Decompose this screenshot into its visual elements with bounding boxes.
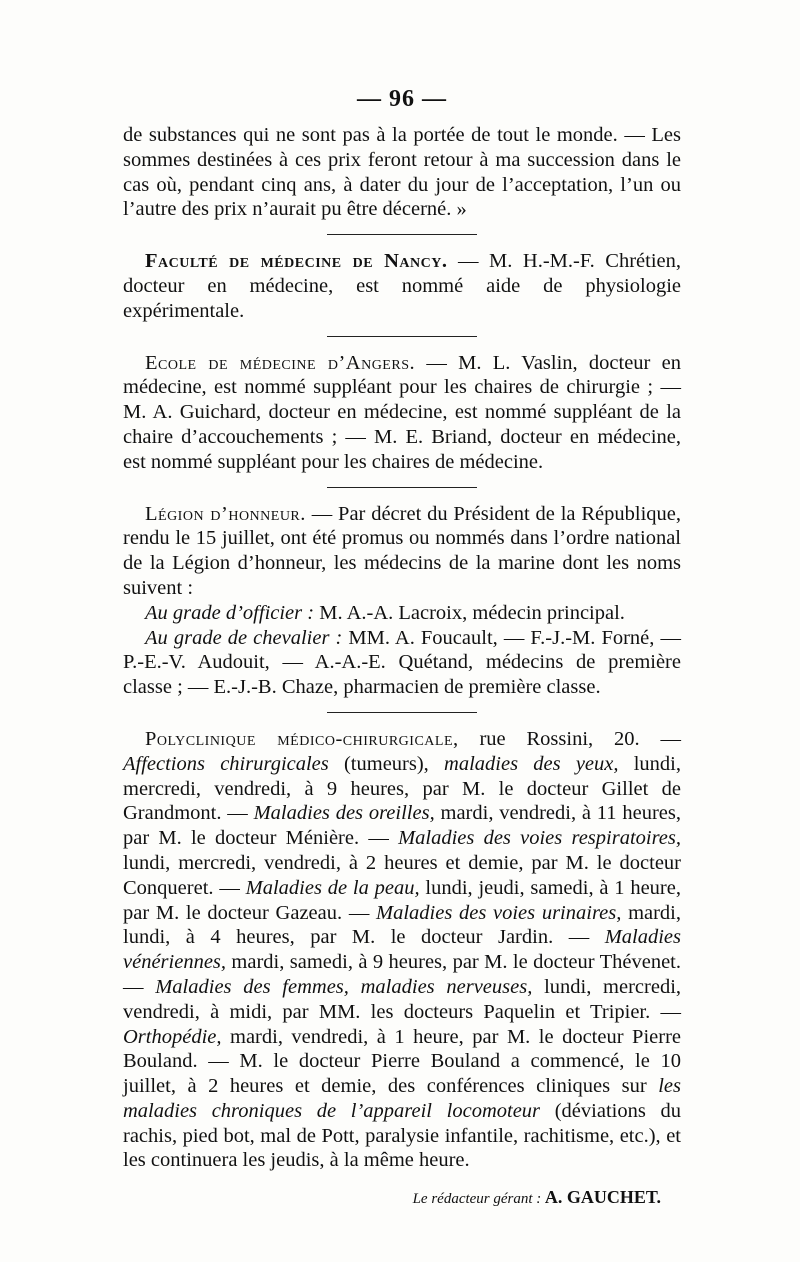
poly-text: rue Rossini, 20. — [458, 727, 681, 750]
poly-specialty: Orthopédie, [123, 1025, 222, 1048]
intro-paragraph: de substances qui ne sont pas à la portée de tout le monde. — Les sommes destinées à ces prix feront retour à ma succession dans le cas où, pendant cinq ans, à dater du jour de l’acceptation, l’un ou l’autre des prix n’aurait pu être décerné. » [123, 124, 681, 221]
section-divider [327, 487, 477, 488]
signature-name: A. GAUCHET. [541, 1187, 661, 1208]
knight-paragraph [123, 626, 681, 700]
poly-text: mardi, lundi, à 4 heures, par M. le docteur Jardin. — [123, 901, 682, 949]
poly-text: lundi, mercredi, vendredi, à 9 heures, par M. le docteur Gillet de Grandmont. — [123, 752, 681, 825]
poly-specialty: Maladies des femmes, maladies nerveuses, [155, 975, 533, 998]
signature [123, 1187, 681, 1208]
poly-specialty: Maladies des oreilles, [253, 802, 435, 825]
poly-text: (déviations du rachis, pied bot, mal de Pott, paralysie infantile, rachitisme, etc.), et les continuera les jeudis, à la même heure. [123, 1099, 682, 1172]
poly-text: mardi, vendredi, à 11 heures, par M. le docteur Ménière. — [123, 802, 681, 850]
poly-specialty: Maladies de la peau, [245, 876, 420, 899]
poly-text: (tumeurs), [328, 752, 445, 775]
poly-text: lundi, mercredi, vendredi, à midi, par MM. les docteurs Paquelin et Tripier. — [123, 975, 682, 1023]
page-number: — 96 — [357, 86, 447, 112]
nancy-heading: Faculté de médecine de Nancy. [145, 250, 448, 273]
legion-paragraph [123, 502, 681, 601]
section-divider [327, 336, 477, 337]
poly-specialty: Maladies des voies urinaires, [376, 901, 622, 924]
poly-text: mardi, vendredi, à 1 heure, par M. le docteur Pierre Bouland. — M. le docteur Pierre Bouland a commencé, le 10 juillet, à 2 heures et demie, des conférences cliniques sur [123, 1025, 681, 1098]
text-column [123, 86, 681, 1208]
knight-label: Au grade de chevalier : [145, 626, 343, 649]
angers-heading: Ecole de médecine d’Angers. [145, 351, 416, 374]
nancy-paragraph [123, 249, 681, 323]
angers-text: — M. L. Vaslin, docteur en médecine, est nommé suppléant pour les chaires de chirurgie ; — M. A. Guichard, docteur en médecine, est nommé suppléant de la chaire d’accouchements ; — M. E. Briand, docteur en médecine, est nommé suppléant pour les chaires de médecine. [123, 351, 681, 473]
officer-text: M. A.-A. Lacroix, médecin principal. [314, 601, 625, 624]
signature-label: Le rédacteur gérant : [412, 1191, 542, 1208]
legion-text: — Par décret du Président de la République, rendu le 15 juillet, ont été promus ou nommés dans l’ordre national de la Légion d’honneur, les médecins de la marine dont les noms suivent : [123, 502, 681, 599]
officer-label: Au grade d’officier : [145, 601, 315, 624]
knight-text: MM. A. Foucault, — F.-J.-M. Forné, — P.-E.-V. Audouit, — A.-A.-E. Quétand, médecins de première classe ; — E.-J.-B. Chaze, pharmacien de première classe. [123, 626, 681, 699]
polyclinique-paragraph [123, 727, 681, 1173]
section-divider [327, 234, 477, 235]
poly-text: lundi, mercredi, vendredi, à 2 heures et demie, par M. le docteur Conqueret. — [123, 851, 681, 899]
polyclinique-heading: Polyclinique médico-chirurgicale, [145, 727, 459, 750]
poly-specialty: Affections chirurgicales [123, 752, 329, 775]
poly-specialty: maladies des yeux, [444, 752, 619, 775]
angers-paragraph [123, 351, 681, 475]
nancy-text: — M. H.-M.-F. Chrétien, docteur en médecine, est nommé aide de physiologie expérimentale. [123, 250, 681, 322]
poly-text: lundi, jeudi, samedi, à 1 heure, par M. le docteur Gazeau. — [123, 876, 681, 924]
section-divider [327, 712, 477, 713]
poly-specialty: Maladies vénériennes, [123, 926, 681, 974]
poly-specialty: les maladies chroniques de l’appareil locomoteur [123, 1075, 681, 1122]
poly-specialty: Maladies des voies respiratoires, [398, 827, 681, 850]
legion-heading: Légion d’honneur. [145, 502, 306, 525]
poly-text: mardi, samedi, à 9 heures, par M. le docteur Thévenet. — [123, 951, 681, 998]
officer-paragraph [123, 601, 681, 626]
